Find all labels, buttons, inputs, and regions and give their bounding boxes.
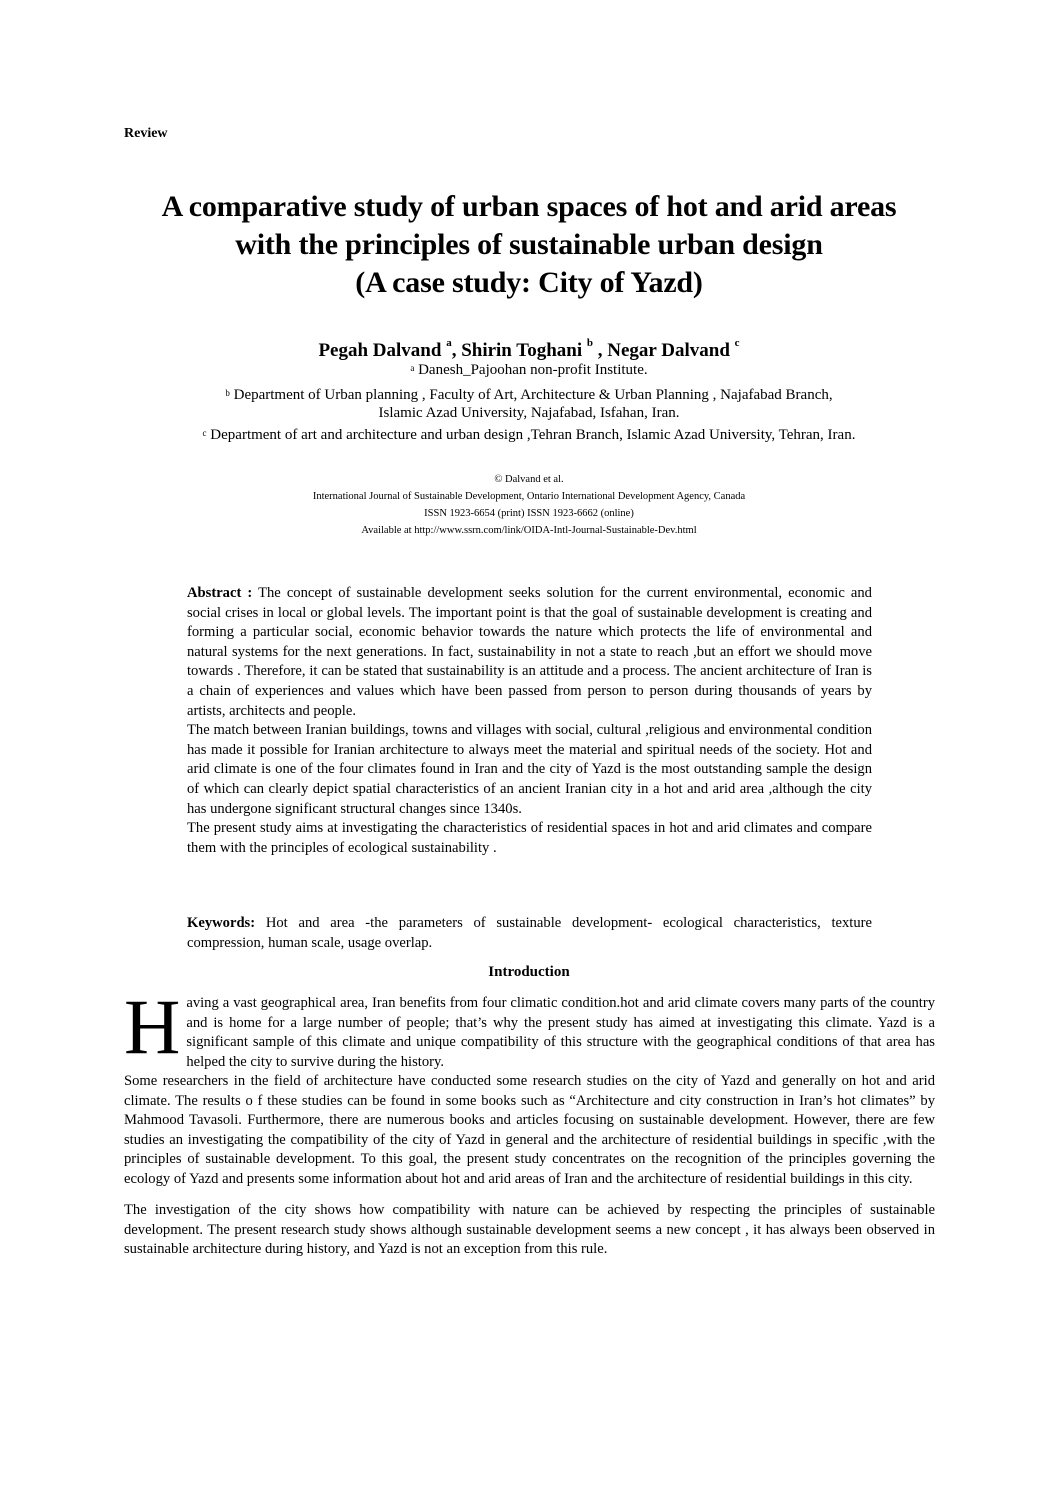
title-line-2: with the principles of sustainable urban design bbox=[235, 228, 823, 261]
intro-paragraph-2: Some researchers in the field of architecture have conducted some research studies on the city of Yazd and generally on hot and arid climate. The results o f these studies can be found in some books such as “Architecture and city construction in Iran’s hot climates” by Mahmood Tavasoli. Furthermore, there are numerous books and articles focusing on sustainable development. However, there are few studies an investigating the compatibility of the city of Yazd in general and the architecture of residential buildings in specific ,with the principles of sustainable development. To this goal, the present study concentrates on the recognition of the principles governing the ecology of Yazd and presents some information about hot and arid areas of Iran and the architecture of residential buildings in this city. bbox=[124, 1073, 935, 1187]
affiliation-mark: c bbox=[202, 428, 207, 438]
affiliation-text: Department of Urban planning , Faculty of Art, Architecture & Urban Planning , Najafabad Branch, bbox=[229, 387, 833, 403]
availability-link[interactable]: Available at http://www.ssrn.com/link/OIDA-Intl-Journal-Sustainable-Dev.html bbox=[361, 525, 697, 536]
intro-paragraph-3: The investigation of the city shows how compatibility with nature can be achieved by respecting the principles of sustainable development. The present research study shows although sustainable development seems a new concept , it has always been observed in sustainable architecture during history, and Yazd is not an exception from this rule. bbox=[124, 1202, 935, 1257]
drop-cap: H bbox=[124, 983, 181, 1070]
abstract bbox=[187, 584, 872, 858]
introduction-body bbox=[124, 983, 935, 1260]
section-heading-introduction: Introduction bbox=[488, 964, 570, 980]
journal-info bbox=[0, 471, 1058, 539]
keywords bbox=[187, 914, 872, 953]
affiliation-c bbox=[0, 426, 1058, 445]
author-list bbox=[0, 337, 1058, 362]
affiliation-b-continued: Islamic Azad University, Najafabad, Isfahan, Iran. bbox=[378, 405, 680, 421]
affiliation-a bbox=[0, 361, 1058, 380]
abstract-paragraph-2: The match between Iranian buildings, towns and villages with social, cultural ,religious and environmental condition has made it possible for Iranian architecture to always meet the material and spiritual needs of the society. Hot and arid climate is one of the four climates found in Iran and the city of Yazd is the most outstanding sample the design of which can clearly depict spatial characteristics of an ancient Iranian city in a hot and arid area ,although the city has undergone significant structural changes since 1340s. bbox=[187, 722, 872, 817]
author-name: , Shirin Toghani bbox=[451, 340, 587, 361]
affiliation-text: Danesh_Pajoohan non-profit Institute. bbox=[414, 362, 648, 378]
intro-paragraph-1 bbox=[124, 983, 935, 1072]
author-affiliation-mark: c bbox=[734, 337, 740, 349]
affiliation-mark: a bbox=[410, 363, 415, 373]
journal-name: International Journal of Sustainable Development, Ontario International Development Agency, Canada bbox=[312, 491, 746, 502]
title-line-3: (A case study: City of Yazd) bbox=[355, 266, 703, 299]
intro-paragraph-1-text: aving a vast geographical area, Iran benefits from four climatic condition.hot and arid climate covers many parts of the country and is home for a large number of people; that’s why the present study has aimed at investigating this climate. Yazd is a significant sample of this climate and unique compatibility of this structure with the geographical conditions of that area has helped the city to survive during the history. bbox=[186, 995, 935, 1070]
abstract-text: The concept of sustainable development seeks solution for the current environmental, economic and social crises in local or global levels. The important point is that the goal of sustainable development is creating and forming a particular social, economic behavior towards the nature which protects the life of environmental and natural systems for the next generations. In fact, sustainability in not a state to reach ,but an effort we should move towards . Therefore, it can be stated that sustainability is an attitude and a process. The ancient architecture of Iran is a chain of experiences and values which have been passed from person to person during thousands of years by artists, architects and people. bbox=[187, 585, 872, 719]
keywords-text: Hot and area -the parameters of sustainable development- ecological characteristics, texture compression, human scale, usage overlap. bbox=[187, 915, 872, 951]
author-affiliation-mark: b bbox=[586, 337, 594, 349]
affiliation-mark: b bbox=[225, 388, 230, 398]
author-affiliation-mark: a bbox=[446, 337, 452, 349]
affiliation-text: Department of art and architecture and urban design ,Tehran Branch, Islamic Azad University, Tehran, Iran. bbox=[206, 427, 856, 443]
author-name: Pegah Dalvand bbox=[318, 340, 447, 361]
author-name: , Negar Dalvand bbox=[593, 340, 735, 361]
affiliation-b bbox=[0, 386, 1058, 405]
abstract-label: Abstract : bbox=[187, 585, 253, 601]
paper-title bbox=[60, 188, 998, 302]
abstract-paragraph-1 bbox=[187, 584, 872, 721]
abstract-paragraph-3: The present study aims at investigating the characteristics of residential spaces in hot and arid climates and compare them with the principles of ecological sustainability . bbox=[187, 820, 872, 856]
copyright-line: © Dalvand et al. bbox=[494, 474, 564, 485]
keywords-label: Keywords: bbox=[187, 915, 256, 931]
title-line-1: A comparative study of urban spaces of hot and arid areas bbox=[161, 190, 897, 223]
article-type-label: Review bbox=[124, 126, 168, 141]
issn-line: ISSN 1923-6654 (print) ISSN 1923-6662 (online) bbox=[424, 508, 634, 519]
